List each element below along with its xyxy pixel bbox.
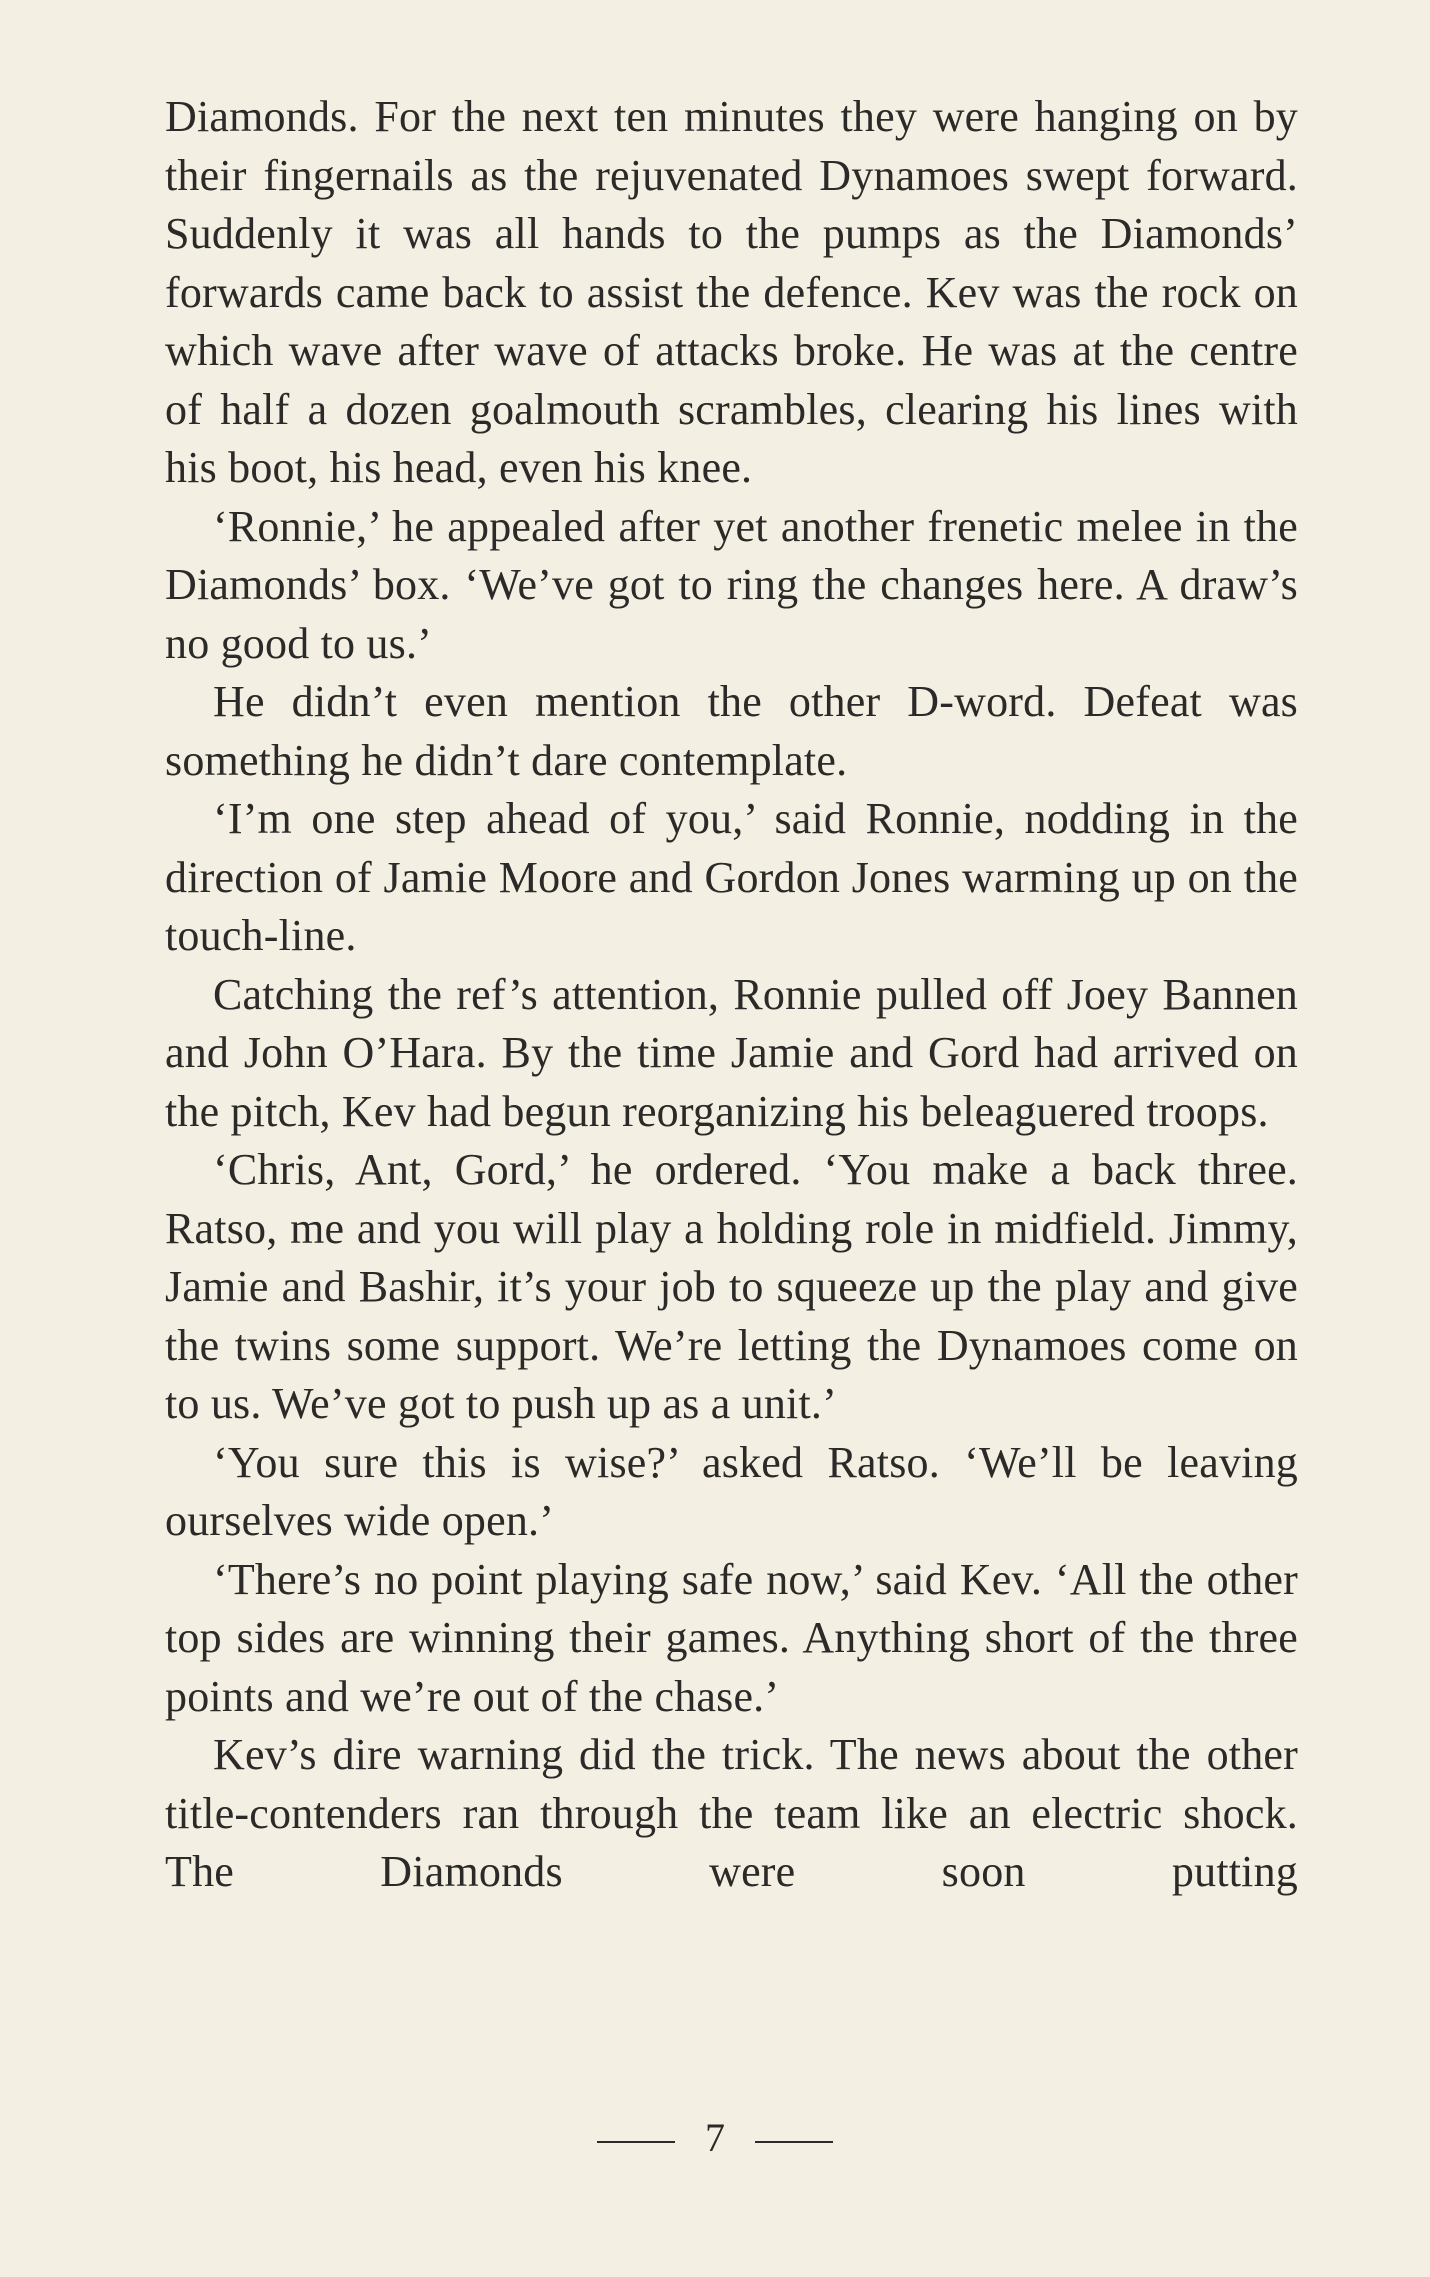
paragraph: He didn’t even mention the other D-word. Defeat was something he didn’t dare contemplate.	[165, 677, 1298, 785]
paragraph: Diamonds. For the next ten minutes they were hanging on by their fingernails as the rejuvenated Dynamoes swept forward. Suddenly it was all hands to the pumps as the Diamonds’ forwards came back to assist the defence. Kev was the rock on which wave after wave of attacks broke. He was at the centre of half a dozen goalmouth scrambles, clearing his lines with his boot, his head, even his knee.	[165, 92, 1298, 492]
paragraph: ‘I’m one step ahead of you,’ said Ronnie, nodding in the direction of Jamie Moore and Gordon Jones warming up on the touch-line.	[165, 794, 1298, 960]
page-number: 7	[705, 2115, 725, 2160]
paragraph: Catching the ref’s attention, Ronnie pulled off Joey Bannen and John O’Hara. By the time Jamie and Gord had arrived on the pitch, Kev had begun reorganizing his beleaguered troops.	[165, 969, 1298, 1136]
page-footer	[0, 2114, 1430, 2161]
paragraph: ‘Chris, Ant, Gord,’ he ordered. ‘You make a back three. Ratso, me and you will play a holding role in midfield. Jimmy, Jamie and Bashir, it’s your job to squeeze up the play and give the twins some support. We’re letting the Dynamoes come on to us. We’ve got to push up as a unit.’	[165, 1145, 1298, 1428]
body-text	[165, 88, 1298, 1902]
paragraph: ‘Ronnie,’ he appealed after yet another frenetic melee in the Diamonds’ box. ‘We’ve got to ring the changes here. A draw’s no good to us.’	[165, 501, 1298, 668]
paragraph: Kev’s dire warning did the trick. The news about the other title-contenders ran through the team like an electric shock. The Diamonds were soon putting	[165, 1730, 1298, 1896]
paragraph: ‘You sure this is wise?’ asked Ratso. ‘We’ll be leaving ourselves wide open.’	[165, 1437, 1298, 1545]
paragraph: ‘There’s no point playing safe now,’ said Kev. ‘All the other top sides are winning their games. Anything short of the three points and we’re out of the chase.’	[165, 1554, 1298, 1721]
folio-dash-left	[597, 2141, 675, 2143]
folio-dash-right	[755, 2141, 833, 2143]
